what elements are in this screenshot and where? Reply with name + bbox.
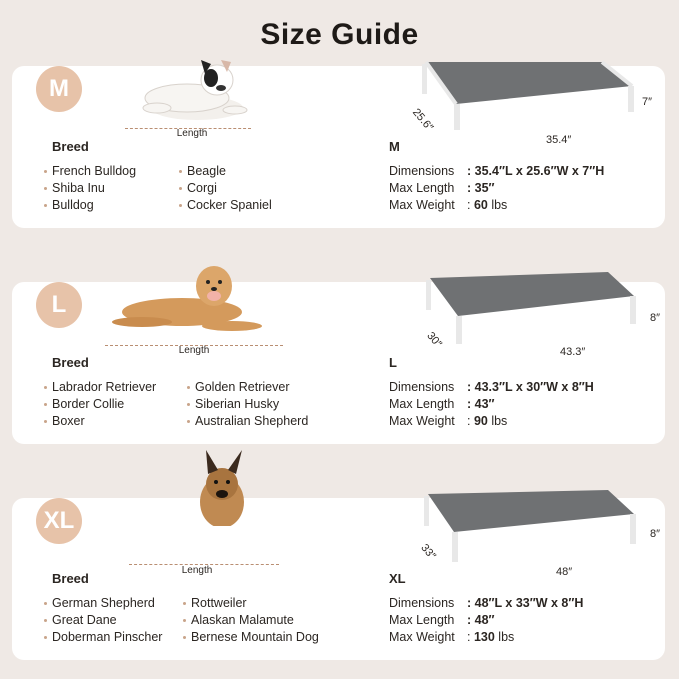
breed-item: Labrador Retriever bbox=[52, 380, 157, 394]
max-weight-label: Max Weight bbox=[389, 414, 455, 428]
breed-item: Golden Retriever bbox=[195, 379, 308, 396]
max-weight-unit: lbs bbox=[487, 414, 508, 428]
length-label: Length bbox=[176, 128, 208, 139]
max-length-label: Max Length bbox=[389, 397, 455, 411]
size-card-m bbox=[12, 66, 665, 228]
spec-list bbox=[389, 595, 583, 646]
breed-heading: Breed bbox=[52, 355, 89, 370]
breed-item: French Bulldog bbox=[52, 164, 137, 178]
max-weight-unit: lbs bbox=[487, 198, 508, 212]
length-label: Length bbox=[178, 345, 210, 356]
breed-item: Shiba Inu bbox=[52, 180, 136, 197]
breed-item: German Shepherd bbox=[52, 595, 162, 612]
size-card-xl bbox=[12, 498, 665, 660]
bed-width-label: 25.6″ bbox=[409, 106, 436, 134]
max-weight-prefix: : bbox=[467, 198, 474, 212]
size-badge: M bbox=[36, 66, 82, 112]
german-shepherd-icon bbox=[122, 446, 302, 526]
breed-item: Australian Shepherd bbox=[195, 414, 309, 428]
breed-item: Siberian Husky bbox=[195, 396, 308, 413]
size-label: L bbox=[389, 355, 397, 370]
dimensions-value: : 35.4″L x 25.6″W x 7″H bbox=[467, 164, 605, 178]
dimensions-label: Dimensions bbox=[389, 596, 455, 610]
max-weight-prefix: : bbox=[467, 630, 474, 644]
max-length-value: : 48″ bbox=[467, 613, 495, 627]
breed-heading: Breed bbox=[52, 139, 89, 154]
max-weight-value: 60 bbox=[473, 198, 488, 212]
bed-width-label: 33″ bbox=[418, 541, 438, 563]
golden-retriever-icon bbox=[102, 256, 282, 336]
bed-width-label: 30″ bbox=[424, 329, 444, 351]
breed-heading: Breed bbox=[52, 571, 89, 586]
french-bulldog-icon bbox=[117, 50, 297, 130]
max-weight-label: Max Weight bbox=[389, 198, 455, 212]
pet-bed-icon bbox=[409, 52, 652, 137]
length-label: Length bbox=[181, 565, 213, 576]
breed-item: Rottweiler bbox=[191, 595, 319, 612]
pet-bed-icon bbox=[412, 264, 652, 349]
breed-item: Beagle bbox=[187, 163, 272, 180]
breed-item: Bulldog bbox=[52, 197, 136, 214]
max-weight-prefix: : bbox=[467, 414, 474, 428]
bed-length-label: 48″ bbox=[556, 566, 573, 578]
bed-length-label: 43.3″ bbox=[560, 346, 586, 358]
dimensions-value: : 48″L x 33″W x 8″H bbox=[467, 596, 584, 610]
size-label: M bbox=[389, 139, 400, 154]
breed-item: Bernese Mountain Dog bbox=[191, 630, 319, 644]
spec-list bbox=[389, 379, 594, 430]
max-length-label: Max Length bbox=[389, 613, 455, 627]
dimensions-label: Dimensions bbox=[389, 380, 455, 394]
max-weight-value: 130 bbox=[473, 630, 495, 644]
dimensions-label: Dimensions bbox=[389, 164, 455, 178]
max-weight-unit: lbs bbox=[494, 630, 515, 644]
breed-item: Corgi bbox=[187, 180, 272, 197]
bed-length-label: 35.4″ bbox=[546, 134, 572, 146]
breed-item: Border Collie bbox=[52, 396, 156, 413]
bed-height-label: 8″ bbox=[650, 312, 661, 324]
size-badge: XL bbox=[36, 498, 82, 544]
size-label: XL bbox=[389, 571, 406, 586]
size-card-l bbox=[12, 282, 665, 444]
max-weight-value: 90 bbox=[473, 414, 488, 428]
spec-list bbox=[389, 163, 604, 214]
max-weight-label: Max Weight bbox=[389, 630, 455, 644]
size-badge: L bbox=[36, 282, 82, 328]
pet-bed-icon bbox=[412, 484, 652, 574]
max-length-value: : 35″ bbox=[467, 181, 495, 195]
page-title: Size Guide bbox=[260, 18, 419, 51]
max-length-value: : 43″ bbox=[467, 397, 495, 411]
breed-item: Great Dane bbox=[52, 612, 162, 629]
bed-height-label: 7″ bbox=[642, 96, 653, 108]
breed-item: Cocker Spaniel bbox=[187, 198, 272, 212]
breed-item: Doberman Pinscher bbox=[52, 630, 163, 644]
max-length-label: Max Length bbox=[389, 181, 455, 195]
breed-item: Boxer bbox=[52, 413, 156, 430]
dimensions-value: : 43.3″L x 30″W x 8″H bbox=[467, 380, 594, 394]
bed-height-label: 8″ bbox=[650, 528, 661, 540]
breed-item: Alaskan Malamute bbox=[191, 612, 319, 629]
